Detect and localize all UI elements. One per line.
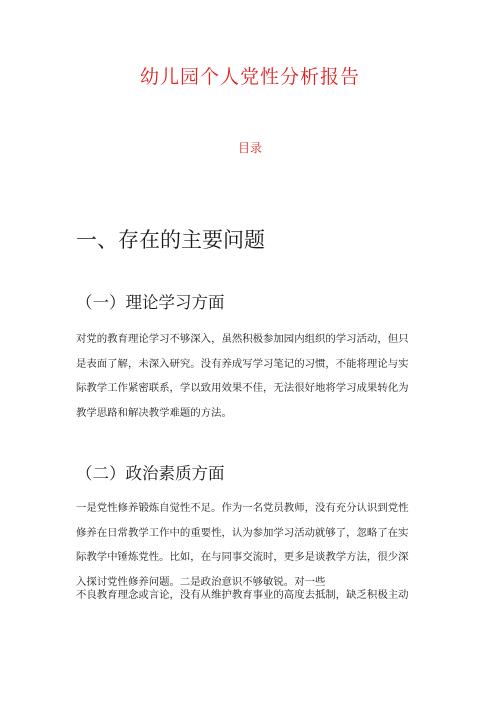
- paragraph-line: 是表面了解，未深入研究。没有养成写学习笔记的习惯，不能将理论与实: [76, 357, 409, 370]
- paragraph-line: 教学思路和解决教学难题的方法。: [76, 406, 232, 419]
- subsection-heading-political-quality: （二）政治素质方面: [76, 464, 225, 483]
- document-title: 幼儿园个人党性分析报告: [139, 66, 360, 88]
- section-heading-main-problems: 一、存在的主要问题: [76, 228, 265, 252]
- paragraph-line: 一是党性修养锻炼自觉性不足。作为一名党员教师，没有充分认识到党性: [76, 502, 409, 514]
- paragraph-line: 际教学中锤炼党性。比如，在与同事交流时，更多是谈教学方法，很少深: [76, 551, 409, 563]
- table-of-contents-label[interactable]: 目录: [237, 141, 262, 155]
- subsection-heading-theory-study: （一）理论学习方面: [76, 293, 225, 312]
- paragraph-political-quality-continued: [76, 583, 428, 607]
- paragraph-line: 入探讨党性修养问题。二是政治意识不够敏锐。对一些: [76, 575, 326, 588]
- paragraph-line: 对党的教育理论学习不够深入，虽然积极参加园内组织的学习活动，但只: [76, 333, 409, 345]
- paragraph-political-quality: [76, 496, 428, 594]
- paragraph-line: 际教学工作紧密联系，学以致用效果不佳，无法很好地将学习成果转化为: [76, 382, 409, 394]
- paragraph-line: 不良教育理念或言论，没有从维护教育事业的高度去抵制，缺乏积极主动: [76, 589, 409, 601]
- paragraph-theory-study: [76, 327, 428, 425]
- paragraph-line: 修养在日常教学工作中的重要性，认为参加学习活动就够了，忽略了在实: [76, 526, 409, 539]
